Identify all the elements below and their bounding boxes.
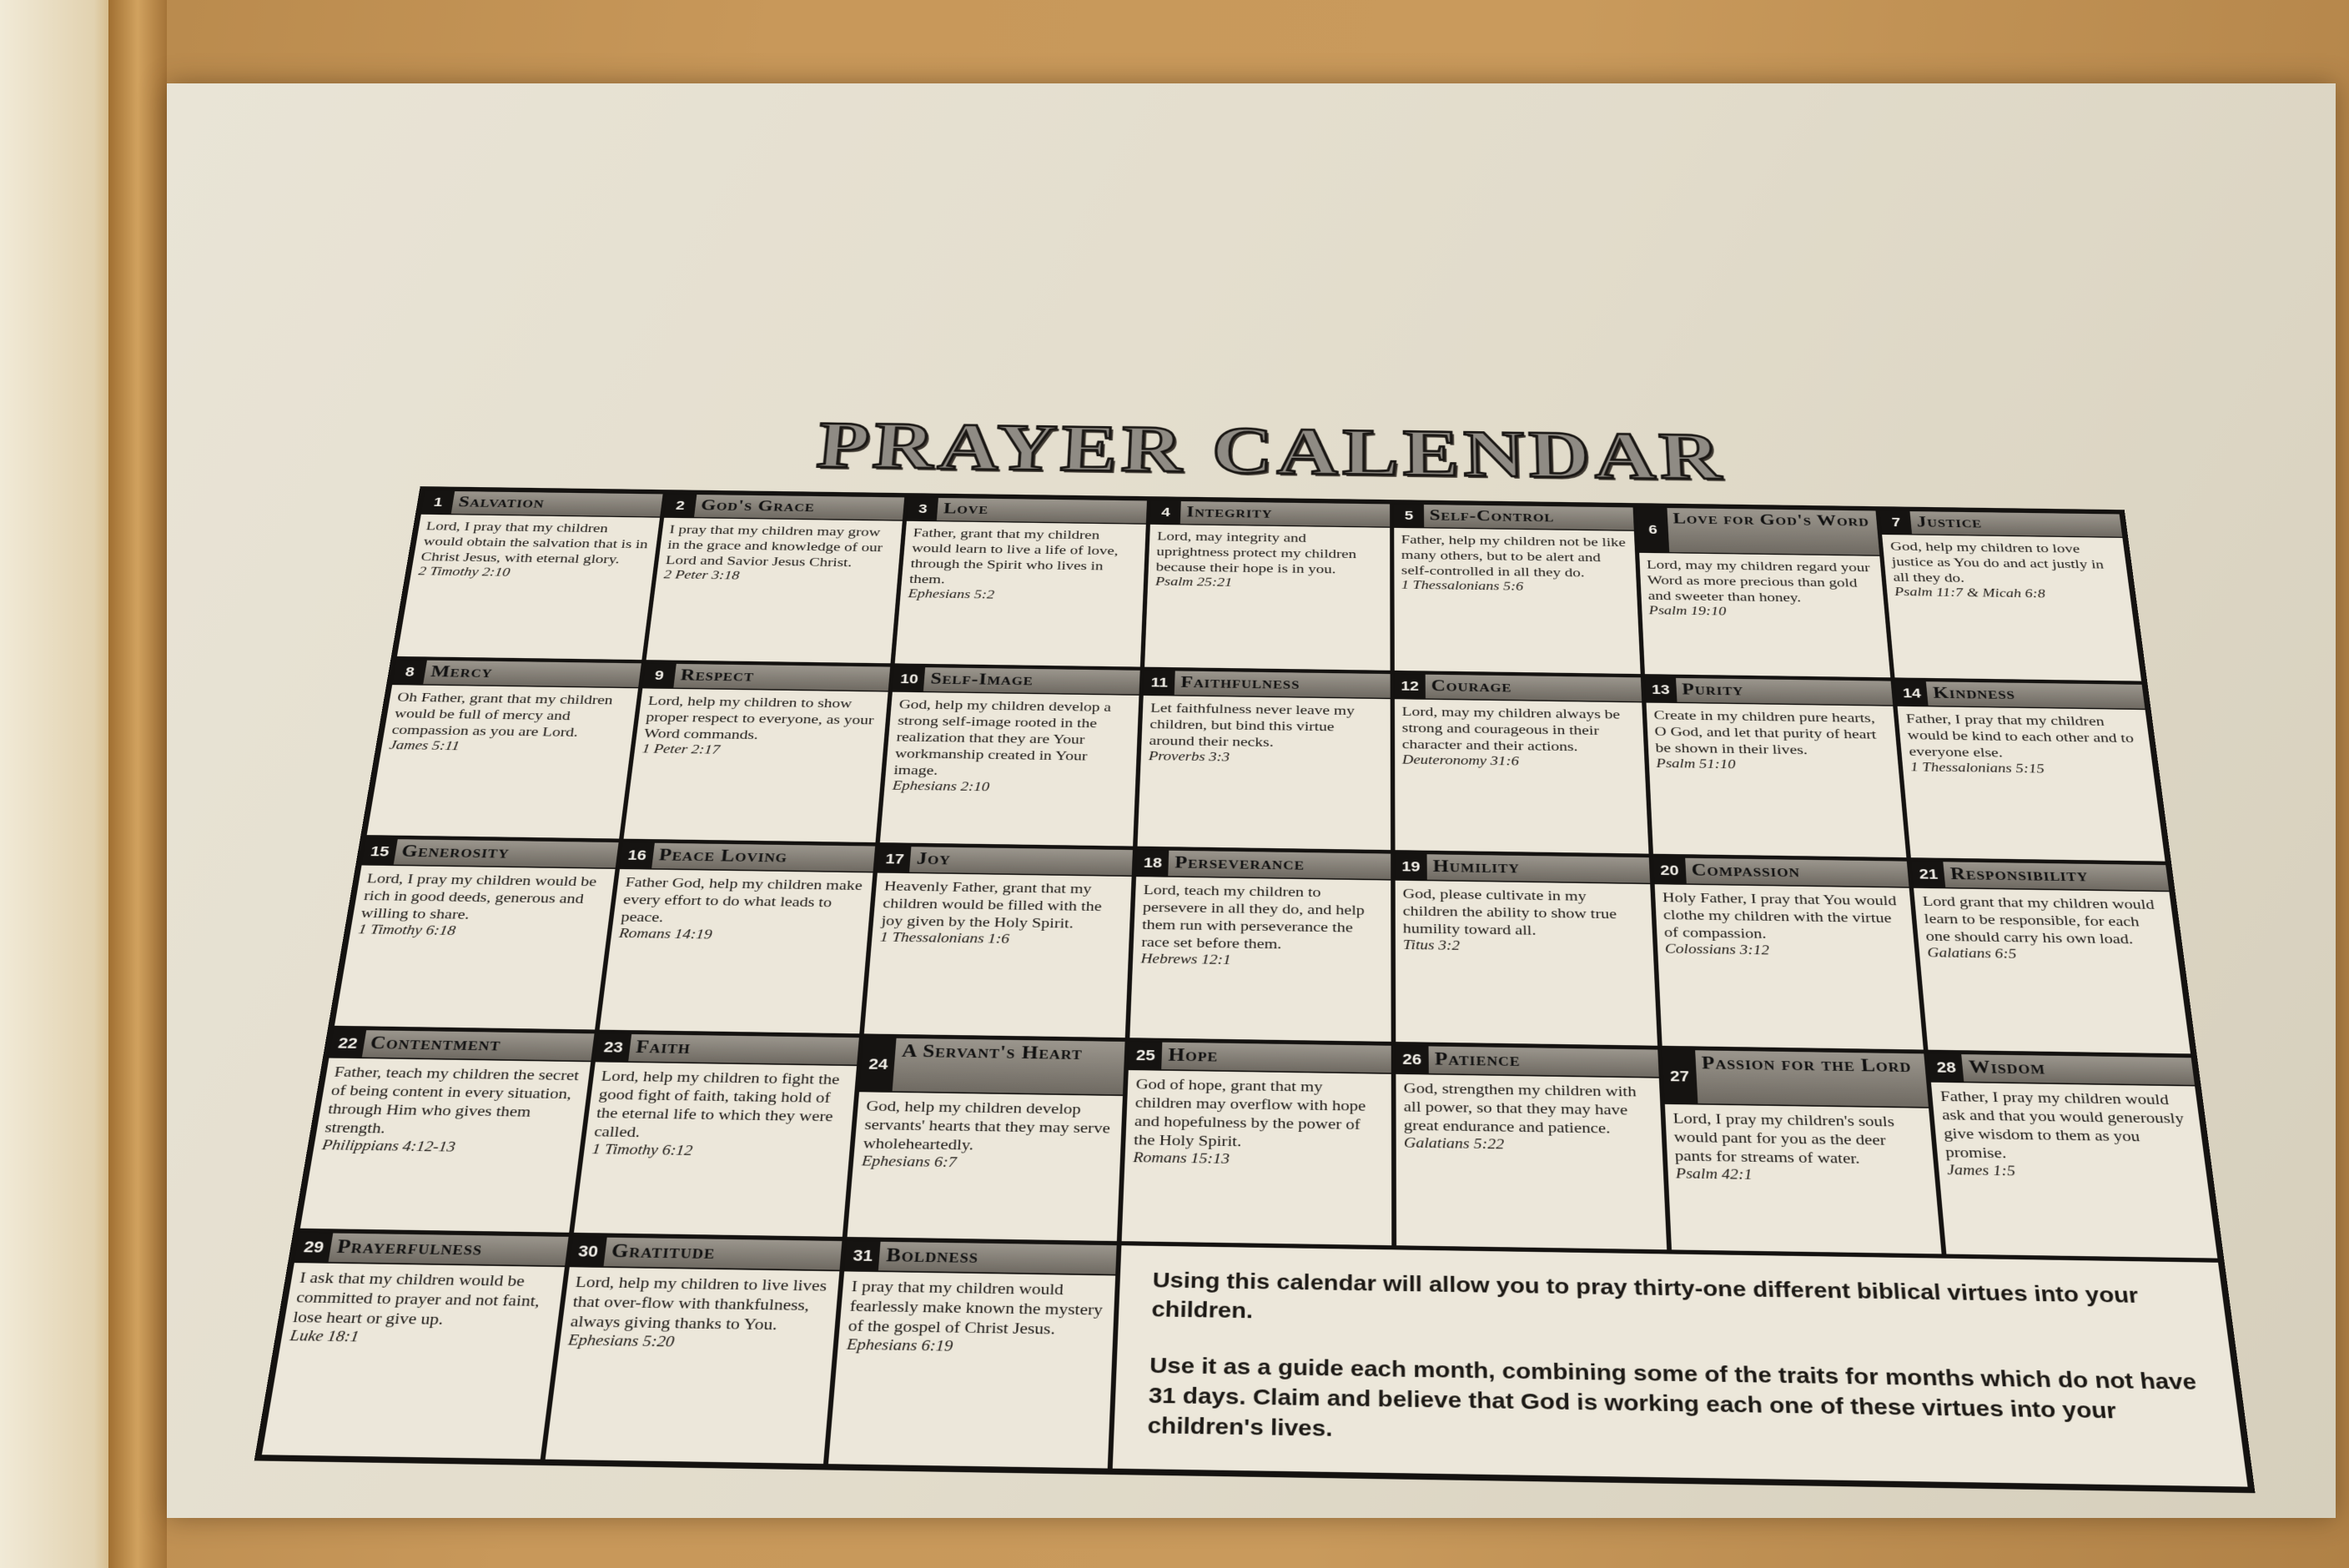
scripture-reference: Ephesians 5:20 [566,1330,676,1350]
day-header [1895,681,2145,709]
day-cell [1135,668,1393,852]
scripture-reference: Romans 15:13 [1132,1148,1230,1167]
scripture-reference: Ephesians 6:7 [861,1152,958,1170]
day-header [642,663,890,691]
virtue-title: Love for God's Word [1672,510,1870,530]
prayer-text: Create in my children pure hearts, O God, and let that purity of heart be shown in their lives. [1653,706,1877,757]
day-header [1880,511,2123,538]
scripture-reference: 2 Peter 3:18 [662,567,741,582]
day-number: 10 [893,666,925,691]
prayer-text: Lord, help my children to show proper respect to everyone, as your Word commands. [643,692,875,742]
day-cell [395,489,665,661]
day-header [664,495,905,521]
day-number: 24 [860,1038,897,1091]
day-number: 28 [1929,1053,1964,1081]
prayer-text: God, strengthen my children with all power, so that they may have great endurance and patience. [1403,1078,1637,1137]
day-header [1911,862,2169,892]
day-number: 2 [664,495,697,517]
prayer-text: Lord, may my children always be strong and courageous in their character and their actions. [1401,703,1621,754]
virtue-title: Hope [1168,1043,1219,1065]
virtue-title: Kindness [1932,683,2016,703]
day-cell [826,1239,1119,1471]
virtue-title: Salvation [457,493,546,511]
day-cell [1143,499,1393,671]
day-number: 11 [1144,671,1175,695]
scripture-reference: 1 Thessalonians 5:15 [1909,758,2045,776]
virtue-title: Courage [1431,676,1512,696]
calendar-content [253,399,2255,1501]
prayer-text: God, help my children develop servants' hearts that they may serve wholeheartedly. [863,1096,1111,1153]
day-header [294,1233,568,1267]
prayer-text: God, help my children to love justice as You do and act justly in all they do. [1889,538,2105,585]
day-header [596,1033,860,1066]
virtue-title: Responsibility [1949,863,2090,886]
scripture-reference: Ephesians 2:10 [892,777,990,794]
day-cell [1642,676,1909,860]
virtue-title: God's Grace [700,496,816,515]
day-header [569,1237,842,1271]
day-cell [1128,848,1394,1043]
virtue-title: Patience [1434,1048,1521,1070]
day-cell [1893,679,2167,863]
day-cell [878,665,1142,848]
day-number: 1 [421,491,455,514]
prayer-text: Father God, help my children make every effort to do what leads to peace. [620,873,863,926]
day-number: 22 [329,1029,366,1057]
day-number: 9 [642,663,676,687]
day-number: 14 [1895,681,1929,705]
prayer-text: God, help my children develop a strong self-image rooted in the realization that they are Your workmanship created in Your image. [893,696,1112,778]
day-header [1395,854,1649,884]
day-header [421,491,663,518]
day-number: 8 [393,660,428,684]
virtue-title: Faith [635,1036,692,1058]
scripture-reference: Colossians 3:12 [1664,940,1770,958]
calendar-note [1110,1244,2251,1490]
scripture-reference: Ephesians 6:19 [846,1334,954,1355]
day-cell [1660,1048,1944,1256]
scripture-reference: Ephesians 5:2 [908,585,995,602]
day-cell [1878,510,2144,683]
day-number: 12 [1395,674,1426,698]
day-header [620,842,876,872]
day-header [392,660,641,688]
day-header [1394,505,1633,531]
day-number: 25 [1129,1042,1162,1069]
day-number: 26 [1396,1045,1428,1073]
scripture-reference: Galatians 5:22 [1403,1133,1505,1153]
prayer-text: Let faithfulness never leave my children, but bind this virtue around their necks. [1149,699,1355,750]
day-number: 29 [294,1233,333,1262]
day-header [1637,508,1879,556]
calendar-sheet [167,83,2336,1518]
prayer-text: Lord, help my children to live lives that over-flow with thankfulness, always giving thanks to You. [569,1272,828,1334]
day-cell [862,844,1135,1039]
scripture-reference: James 1:5 [1946,1160,2016,1179]
door-frame [108,0,167,1568]
prayer-text: I pray that my children may grow in the grace and knowledge of our Lord and Savior Jesus Christ. [665,521,883,570]
virtue-title: Passion for the Lord [1701,1052,1913,1076]
day-header [1129,1042,1391,1074]
prayer-text: I ask that my children would be committed to prayer and not faint, lose heart or give up. [291,1268,541,1329]
prayer-text: I pray that my children would fearlessly make known the mystery of the gospel of Christ Jesus. [848,1276,1104,1338]
day-cell [1392,672,1651,856]
scripture-reference: Philippians 4:12-13 [320,1135,457,1155]
day-number: 19 [1395,854,1426,880]
virtue-title: Boldness [885,1244,979,1268]
virtue-title: Contentment [369,1032,503,1054]
scripture-reference: 1 Timothy 6:18 [357,921,457,938]
day-cell [571,1032,862,1239]
virtue-title: Faithfulness [1180,672,1300,692]
scripture-reference: Psalm 42:1 [1675,1164,1753,1183]
scripture-reference: Romans 14:19 [618,925,713,942]
scripture-reference: 1 Thessalonians 1:6 [879,928,1010,947]
scripture-reference: James 5:11 [388,736,461,753]
prayer-text: Father, teach my children the secret of being content in every situation, through Him who gives them strength. [324,1062,581,1137]
virtue-title: Perseverance [1174,852,1305,874]
note-paragraph-1: Using this calendar will allow you to pray thirty-one different biblical virtues into your children. [1150,1268,2140,1324]
day-header [1929,1053,2195,1086]
prayer-text: Father, grant that my children would learn to live a life of love, through the Spirit who lives in them. [908,525,1119,586]
virtue-title: Peace Loving [657,845,789,867]
scripture-reference: 1 Timothy 6:12 [591,1139,694,1158]
virtue-title: Justice [1915,513,1983,531]
prayer-text: Holy Father, I pray that You would clothe my children with the virtue of compassion. [1662,888,1898,942]
day-cell [298,1028,597,1235]
day-number: 30 [570,1237,607,1266]
calendar-title: PRAYER CALENDAR [813,408,1728,494]
virtue-title: A Servant's Heart [901,1039,1084,1063]
day-cell [259,1230,571,1461]
day-cell [596,841,878,1036]
virtue-title: Prayerfulness [335,1235,485,1259]
scripture-reference: Titus 3:2 [1402,937,1461,953]
scripture-reference: Hebrews 12:1 [1140,950,1231,967]
day-cell [1909,859,2194,1055]
day-cell [1393,852,1660,1047]
day-number: 3 [907,498,938,520]
day-header [878,847,1133,877]
virtue-title: Compassion [1691,860,1801,881]
day-header [1150,501,1390,528]
virtue-title: Generosity [400,841,511,862]
day-number: 4 [1150,501,1181,524]
day-cell [1393,1043,1668,1252]
prayer-text: Oh Father, grant that my children would be full of mercy and compassion as you are Lord. [390,688,614,740]
day-header [1645,677,1894,706]
day-number: 16 [620,842,655,868]
virtue-title: Love [943,500,989,518]
virtue-title: Joy [916,848,952,868]
prayer-text: Lord, I pray that my children would obtain the salvation that is in Christ Jesus, with eternal glory. [420,518,649,566]
day-header [1662,1049,1929,1108]
day-number: 17 [878,847,911,872]
day-cell [1651,856,1926,1052]
virtue-title: Humility [1432,856,1520,877]
day-cell [845,1035,1128,1243]
day-number: 21 [1911,862,1945,887]
prayer-text: Lord, teach my children to persevere in all they do, and help them run with perseverance the race set before them. [1140,881,1365,952]
day-header [362,839,619,869]
prayer-text: Lord, help my children to fight the good fight of faith, taking hold of the eternal life to which they were called. [593,1066,841,1140]
day-cell [1391,502,1642,675]
prayer-text: Father, I pray that my children would be kind to each other and to everyone else. [1905,710,2135,760]
prayer-text: Lord, may my children regard your Word as more precious than gold and sweeter than honey. [1646,556,1871,605]
day-number: 23 [596,1033,631,1061]
prayer-text: Lord, I pray my children's souls would pant for you as the deer pants for streams of water. [1672,1108,1895,1167]
day-header [1136,850,1391,880]
virtue-title: Self-Control [1429,506,1555,525]
note-paragraph-2: Use it as a guide each month, combining some of the traits for months which do not have 31 days. Claim and believe that God is working each one of these virtues into your children's lives. [1147,1353,2198,1442]
scripture-reference: Proverbs 3:3 [1148,747,1230,764]
day-cell [1635,505,1894,679]
scripture-reference: Psalm 51:10 [1655,755,1737,771]
scripture-reference: Luke 18:1 [289,1326,361,1345]
scripture-reference: 1 Peter 2:17 [641,741,722,757]
day-cell [1926,1052,2221,1261]
scripture-reference: Psalm 25:21 [1154,574,1233,590]
day-cell [644,492,908,665]
day-number: 6 [1637,508,1669,552]
scripture-reference: Psalm 19:10 [1648,602,1727,619]
prayer-text: Father, help my children not be like many others, but to be alert and self-controlled in all they do. [1401,531,1627,580]
virtue-title: Integrity [1185,503,1273,521]
day-number: 7 [1880,511,1912,535]
day-header [893,666,1140,695]
day-number: 15 [362,839,398,865]
day-cell [621,661,893,844]
virtue-title: Wisdom [1968,1056,2047,1078]
prayer-text: Heavenly Father, grant that my children would be filled with the joy given by the Holy Spirit. [880,877,1103,932]
calendar-grid [254,486,2256,1493]
day-number: 5 [1394,505,1424,527]
day-number: 13 [1645,677,1677,701]
virtue-title: Mercy [430,661,495,681]
day-number: 31 [845,1241,881,1270]
scripture-reference: 1 Thessalonians 5:6 [1401,577,1524,594]
day-cell [542,1234,845,1465]
day-cell [1119,1039,1394,1248]
scripture-reference: Galatians 6:5 [1926,944,2018,962]
prayer-text: God, please cultivate in my children the ability to show true humility toward all. [1402,885,1617,938]
prayer-text: Lord grant that my children would learn to be responsible, for each one should carry his own load. [1921,892,2155,947]
day-number: 27 [1662,1049,1698,1103]
prayer-text: Father, I pray my children would ask and that you would generously give wisdom to them as you promise. [1939,1087,2185,1162]
virtue-title: Gratitude [610,1239,717,1264]
prayer-text: Lord, may integrity and uprightness protect my children because their hope is in you. [1155,528,1357,576]
day-cell [893,495,1149,668]
day-header [1144,671,1391,699]
day-header [845,1241,1117,1275]
day-cell [332,837,621,1031]
day-header [1396,1045,1658,1078]
prayer-text: Lord, I pray my children would be rich in good deeds, generous and willing to share. [360,869,598,922]
prayer-text: God of hope, grant that my children may overflow with hope and hopefulness by the power of the Holy Spirit. [1133,1074,1366,1149]
day-header [859,1038,1124,1096]
virtue-title: Self-Image [929,669,1034,689]
day-number: 18 [1136,850,1169,876]
day-number: 20 [1653,857,1687,883]
day-cell [365,658,644,841]
scripture-reference: 2 Timothy 2:10 [417,564,511,580]
day-header [1653,857,1909,888]
day-header [907,498,1147,525]
virtue-title: Purity [1681,679,1744,699]
virtue-title: Respect [679,665,756,685]
day-header [329,1029,595,1062]
wall [0,0,125,1568]
scripture-reference: Psalm 11:7 & Micah 6:8 [1894,584,2046,601]
scripture-reference: Deuteronomy 31:6 [1401,751,1520,768]
day-header [1395,674,1642,702]
